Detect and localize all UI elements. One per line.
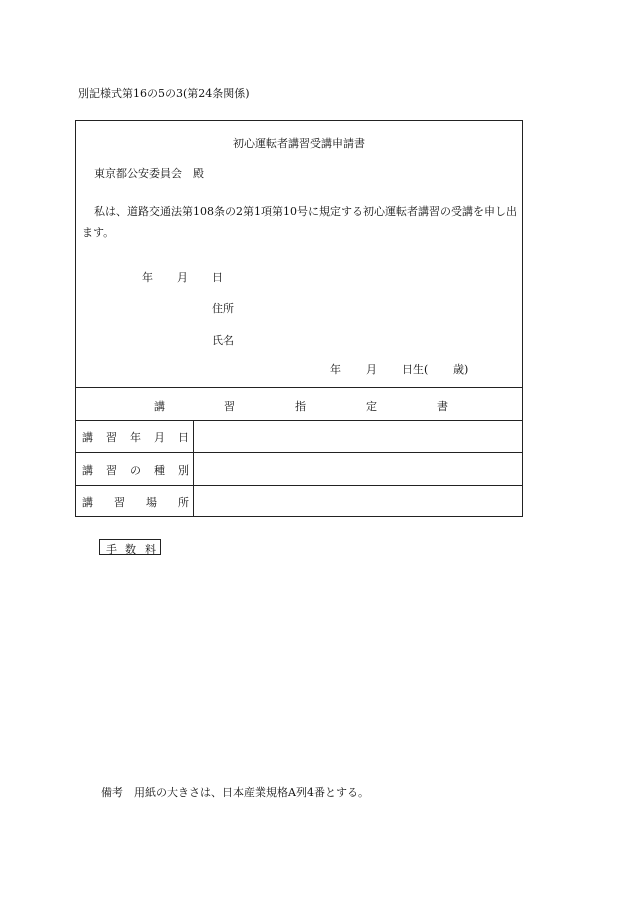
table-row-label [76,485,194,517]
certificate-header-char: 定 [366,400,377,413]
form-title: 初心運転者講習受講申請書 [233,137,365,150]
birth-day-label: 日生( [402,363,429,376]
row-label-char: 場 [146,496,157,509]
fee-label-char: 手 [106,543,117,556]
table-row-label [76,453,194,485]
certificate-header-char: 講 [154,400,165,413]
row-label-char: 講 [82,496,93,509]
application-month-label: 月 [177,271,188,284]
certificate-header-char: 指 [295,400,306,413]
row-label-char: 所 [178,496,189,509]
certificate-header-char: 書 [437,400,448,413]
application-statement: 私は、道路交通法第108条の2第1項第10号に規定する初心運転者講習の受講を申し出ます。 [82,205,517,239]
fee-label-char: 料 [145,543,156,556]
row-label-char: 種 [154,464,165,477]
birth-year-label: 年 [330,363,341,376]
application-day-label: 日 [212,271,223,284]
fee-label-char: 数 [125,543,136,556]
age-label: 歳) [453,363,469,376]
row-label-char: 年 [130,431,141,444]
addressee: 東京都公安委員会 殿 [94,167,204,180]
certificate-header-char: 習 [224,400,235,413]
remarks-note: 備考 用紙の大きさは、日本産業規格A列4番とする。 [101,786,369,799]
application-year-label: 年 [142,271,153,284]
row-label-char: 講 [82,464,93,477]
row-label-char: 日 [178,431,189,444]
row-label-char: 習 [106,464,117,477]
row-label-char: の [130,464,141,477]
row-label-char: 別 [178,464,189,477]
row-label-char: 講 [82,431,93,444]
fee-box [99,539,161,555]
birth-month-label: 月 [366,363,377,376]
application-form [75,120,523,517]
form-identifier: 別記様式第16の5の3(第24条関係) [78,87,250,100]
row-label-char: 習 [106,431,117,444]
table-row-label [76,420,194,452]
row-label-char: 月 [154,431,165,444]
address-label: 住所 [212,302,234,315]
section-divider [76,387,522,388]
name-label: 氏名 [212,334,234,347]
row-label-char: 習 [114,496,125,509]
